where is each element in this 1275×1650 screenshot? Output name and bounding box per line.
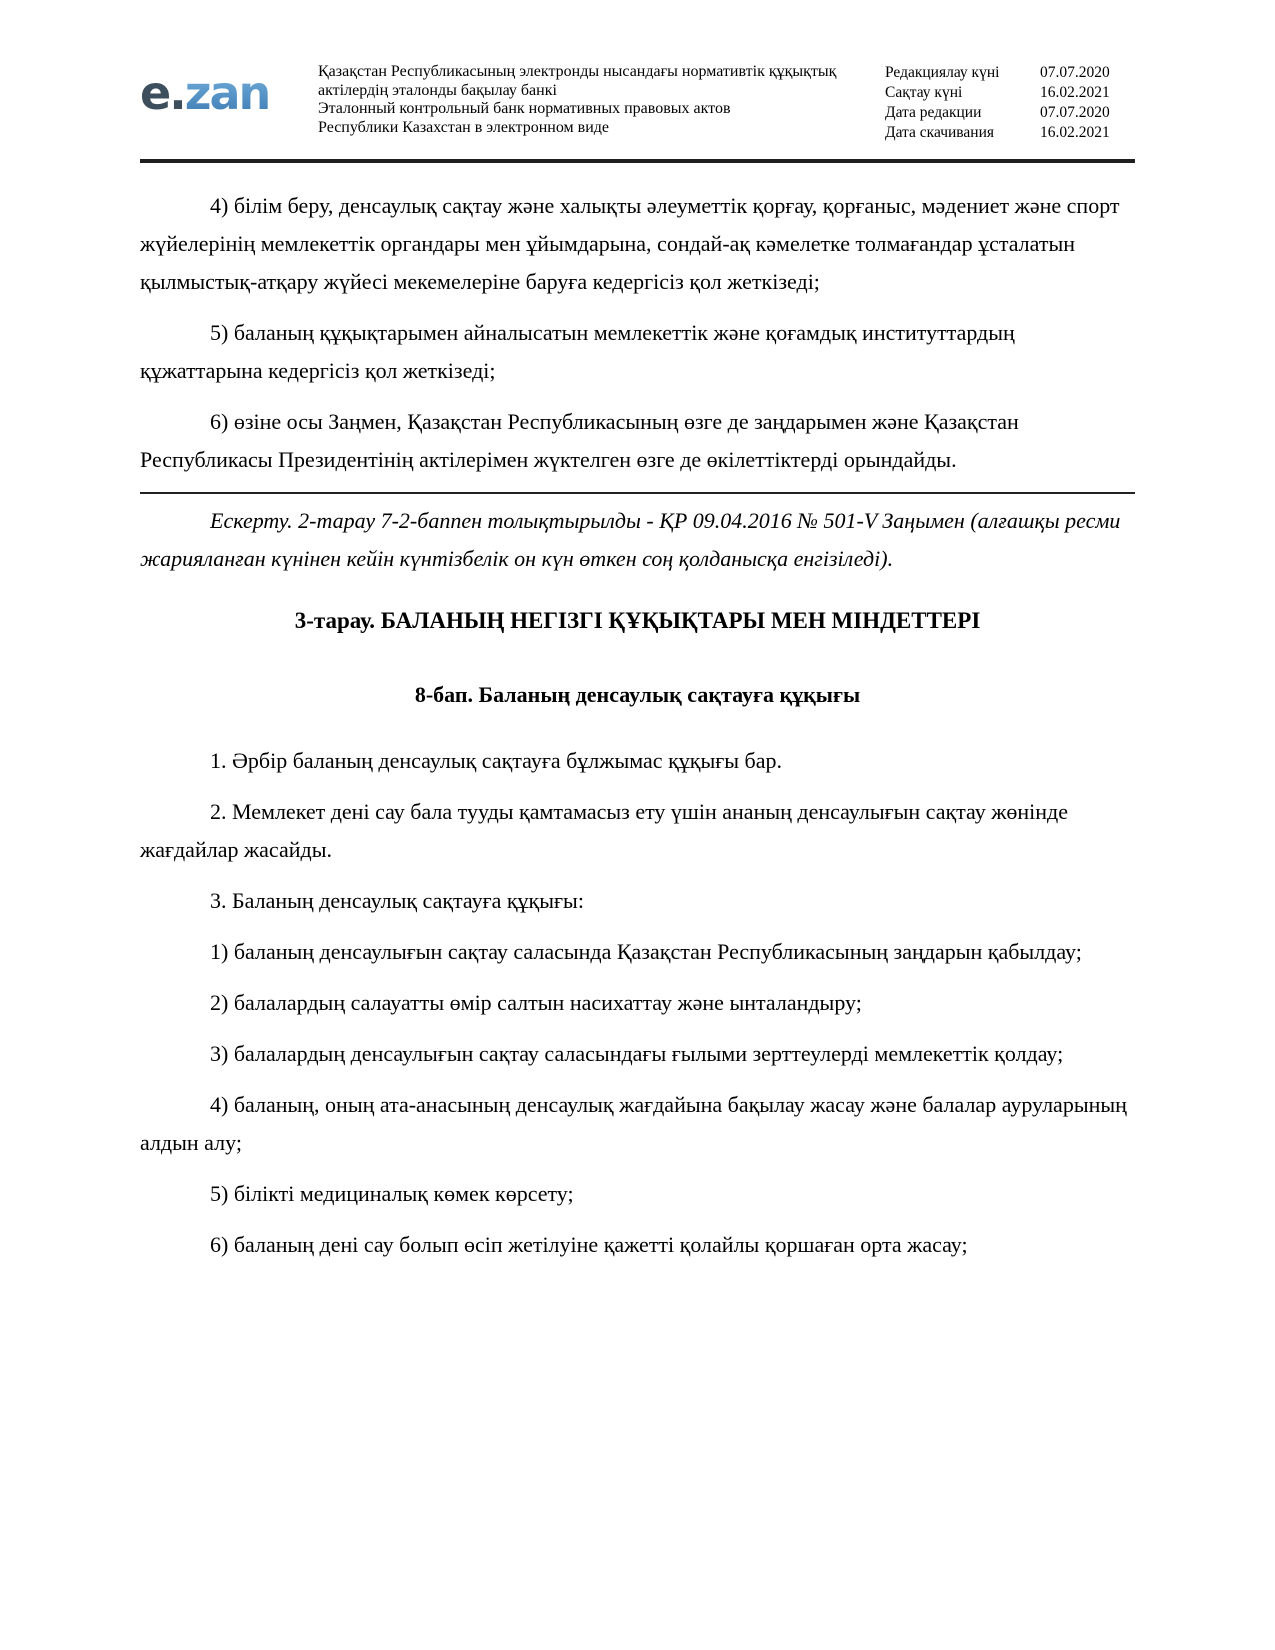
document-body — [140, 187, 1135, 1264]
org-line-kk-2: актілердің эталонды бақылау банкі — [318, 81, 557, 99]
date-label-edit-kk: Редакциялау күні — [885, 64, 1000, 81]
date-label-save-kk: Сақтау күні — [885, 84, 963, 101]
article-heading: 8-бап. Баланың денсаулық сақтауға құқығы — [414, 682, 861, 707]
chapter-heading: 3-тарау. БАЛАНЫҢ НЕГІЗГІ ҚҰҚЫҚТАРЫ МЕН МІНДЕТТЕРІ — [294, 608, 981, 633]
org-title-block — [318, 56, 885, 137]
org-line-kk-1: Қазақстан Республикасының электронды нысандағы нормативтік құқықтық — [318, 63, 837, 80]
logo-suffix: zan — [184, 66, 270, 120]
header-divider — [140, 159, 1135, 163]
logo-prefix: e. — [140, 66, 185, 120]
body-paragraph-p2: 2. Мемлекет дені сау бала тууды қамтамасыз ету үшін ананың денсаулығын сақтау жөнінде жағдайлар жасайды. — [140, 799, 1069, 862]
body-paragraph-5: 5) баланың құқықтарымен айналысатын мемлекеттік және қоғамдық институттардың құжаттарына кедергісіз қол жеткізеді; — [140, 320, 1015, 383]
document-header — [140, 56, 1135, 143]
date-label-download-ru: Дата скачивания — [885, 124, 995, 141]
date-label-edit-ru: Дата редакции — [885, 104, 982, 121]
date-row — [885, 123, 1135, 143]
date-value-edit-kk: 07.07.2020 — [1040, 64, 1110, 81]
org-line-ru-1: Эталонный контрольный банк нормативных правовых актов — [318, 100, 731, 117]
amendment-note: Ескерту. 2-тарау 7-2-баппен толықтырылды - ҚР 09.04.2016 № 501-V Заңымен (алғашқы ресми жарияланған күнінен кейін күнтізбелік он күн өткен соң қолданысқа енгізіледі). — [140, 508, 1121, 571]
date-value-save-kk: 16.02.2021 — [1040, 84, 1110, 101]
date-row — [885, 63, 1135, 83]
body-paragraph-sub6: 6) баланың дені сау болып өсіп жетілуіне қажетті қолайлы қоршаған орта жасау; — [210, 1232, 968, 1257]
body-paragraph-sub1: 1) баланың денсаулығын сақтау саласында Қазақстан Республикасының заңдарын қабылдау; — [210, 939, 1082, 964]
date-row — [885, 103, 1135, 123]
body-paragraph-sub2: 2) балалардың салауатты өмір салтын насихаттау және ынталандыру; — [210, 990, 862, 1015]
body-paragraph-p3: 3. Баланың денсаулық сақтауға құқығы: — [210, 888, 584, 913]
org-line-ru-2: Республики Казахстан в электронном виде — [318, 118, 610, 136]
body-paragraph-sub5: 5) білікті медициналық көмек көрсету; — [210, 1181, 574, 1206]
body-paragraph-4: 4) білім беру, денсаулық сақтау және халықты әлеуметтік қорғау, қорғаныс, мәдениет және спорт жүйелерінің мемлекеттік органдары мен ұйымдарына, сондай-ақ кәмелетке толмағандар ұсталатын қылмыстық-атқару жүйесі мекемелеріне баруға кедергісіз қол жеткізеді; — [140, 193, 1120, 294]
body-paragraph-p1: 1. Әрбір баланың денсаулық сақтауға бұлжымас құқығы бар. — [210, 748, 782, 773]
date-value-download-ru: 16.02.2021 — [1040, 124, 1110, 141]
date-value-edit-ru: 07.07.2020 — [1040, 104, 1110, 121]
body-paragraph-sub3: 3) балалардың денсаулығын сақтау саласындағы ғылыми зерттеулерді мемлекеттік қолдау; — [210, 1041, 1064, 1066]
dates-block — [885, 56, 1135, 143]
date-row — [885, 83, 1135, 103]
ezan-logo — [140, 62, 318, 124]
note-divider — [140, 492, 1135, 494]
body-paragraph-sub4: 4) баланың, оның ата-анасының денсаулық жағдайына бақылау жасау және балалар ауруларының алдын алу; — [140, 1092, 1127, 1155]
body-paragraph-6: 6) өзіне осы Заңмен, Қазақстан Республикасының өзге де заңдарымен және Қазақстан Республикасы Президентінің актілерімен жүктелген өзге де өкілеттіктерді орындайды. — [140, 409, 1019, 472]
